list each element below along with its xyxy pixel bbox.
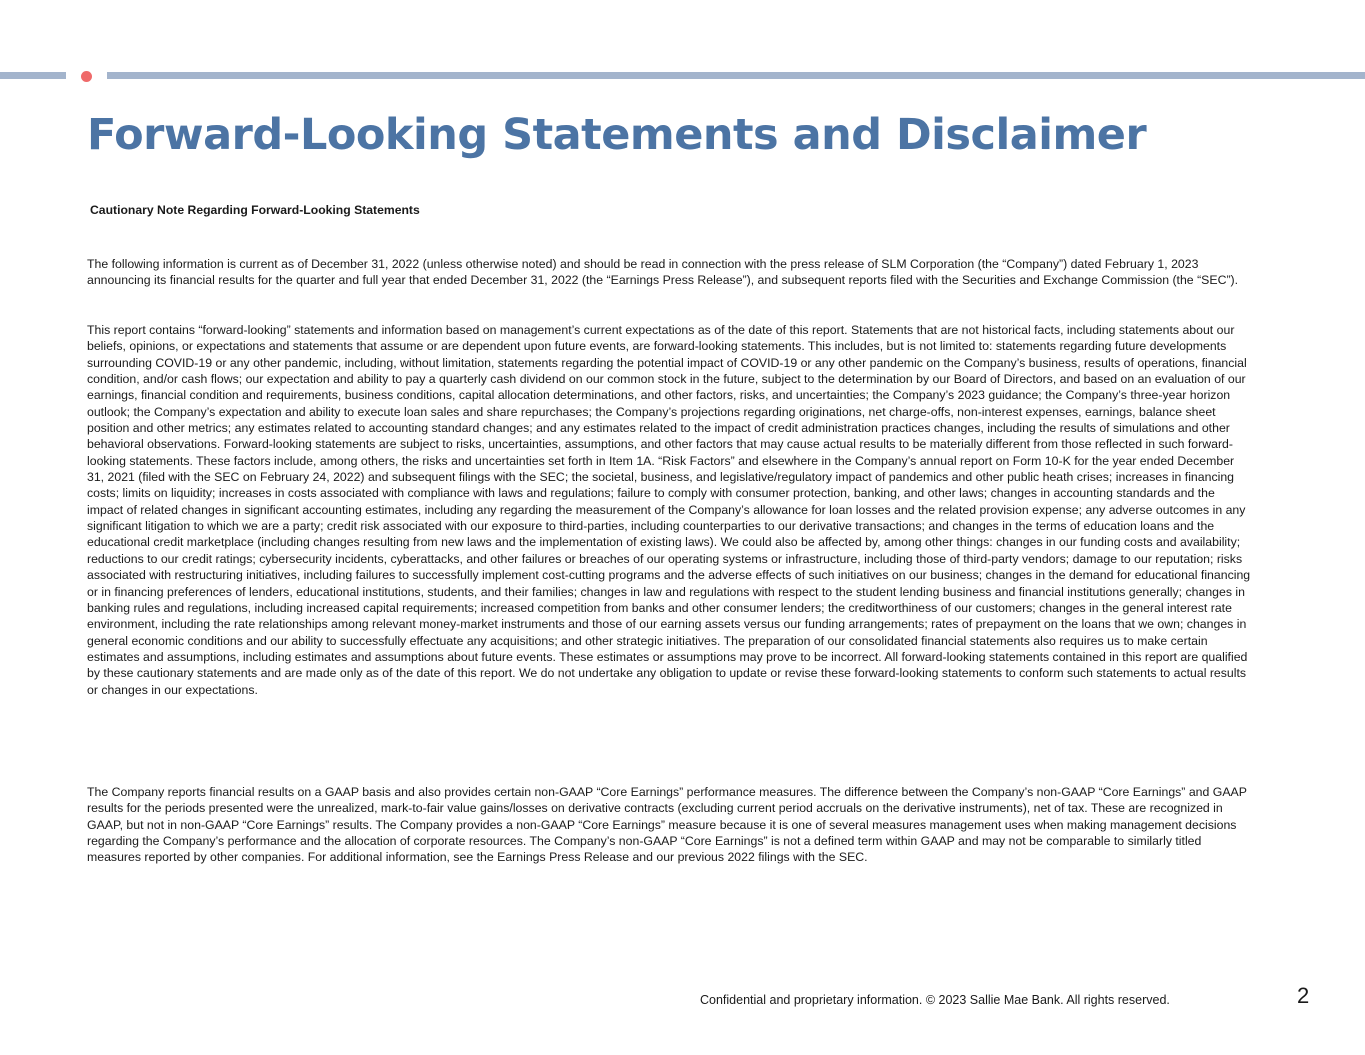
intro-paragraph: The following information is current as of December 31, 2022 (unless otherwise noted) and should be read in connection with the press release of SLM Corporation (the “Company”) dated February 1, 2023 announcing its financial results for the quarter and full year that ended December 31, 2022 (the “Earnings Press Release”), and subsequent reports filed with the Securities and Exchange Commission (the “SEC”). (87, 257, 1239, 288)
section-heading: Cautionary Note Regarding Forward-Looking Statements (90, 203, 420, 217)
header-rule-left (0, 72, 66, 79)
non-gaap-paragraph: The Company reports financial results on a GAAP basis and also provides certain non-GAAP “Core Earnings” performance measures. The difference between the Company’s non-GAAP “Core Earnings” and GAAP results for the periods presented were the unrealized, mark-to-fair value gains/losses on derivative contracts (excluding current period accruals on the derivative instruments), net of tax. These are recognized in GAAP, but not in non-GAAP “Core Earnings” results. The Company provides a non-GAAP “Core Earnings” measure because it is one of several measures management uses when making management decisions regarding the Company’s performance and the allocation of corporate resources. The Company’s non-GAAP “Core Earnings” is not a defined term within GAAP and may not be comparable to similarly titled measures reported by other companies. For additional information, see the Earnings Press Release and our previous 2022 filings with the SEC. (87, 785, 1247, 865)
header-rule-right (107, 72, 1365, 79)
page-title: Forward-Looking Statements and Disclaimer (87, 110, 1147, 160)
page-number: 2 (1297, 983, 1310, 1008)
footer-confidentiality: Confidential and proprietary information. © 2023 Sallie Mae Bank. All rights reserved. (700, 993, 1170, 1007)
forward-looking-paragraph: This report contains “forward-looking” statements and information based on management’s current expectations as of the date of this report. Statements that are not historical facts, including statements about our beliefs, opinions, or expectations and statements that assume or are dependent upon future events, are forward-looking statements. This includes, but is not limited to: statements regarding future developments surrounding COVID-19 or any other pandemic, including, without limitation, statements regarding the potential impact of COVID-19 or any other pandemic on the Company’s business, results of operations, financial condition, and/or cash flows; our expectation and ability to pay a quarterly cash dividend on our common stock in the future, subject to the determination by our Board of Directors, and based on an evaluation of our earnings, financial condition and requirements, business conditions, capital allocation determinations, and other factors, risks, and uncertainties; the Company’s 2023 guidance; the Company’s three-year horizon outlook; the Company’s expectation and ability to execute loan sales and share repurchases; the Company’s projections regarding originations, net charge-offs, non-interest expenses, earnings, balance sheet position and other metrics; any estimates related to accounting standard changes; and any estimates related to the impact of credit administration practices changes, including the results of simulations and other behavioral observations. Forward-looking statements are subject to risks, uncertainties, assumptions, and other factors that may cause actual results to be materially different from those reflected in such forward-looking statements. These factors include, among others, the risks and uncertainties set forth in Item 1A. “Risk Factors” and elsewhere in the Company’s annual report on Form 10-K for the year ended December 31, 2021 (filed with the SEC on February 24, 2022) and subsequent filings with the SEC; the societal, business, and legislative/regulatory impact of pandemics and other public heath crises; increases in financing costs; limits on liquidity; increases in costs associated with compliance with laws and regulations; failure to comply with consumer protection, banking, and other laws; changes in accounting standards and the impact of related changes in significant accounting estimates, including any regarding the measurement of the Company’s allowance for loan losses and the related provision expense; any adverse outcomes in any significant litigation to which we are a party; credit risk associated with our exposure to third-parties, including counterparties to our derivative transactions; and changes in the terms of education loans and the educational credit marketplace (including changes resulting from new laws and the implementation of existing laws). We could also be affected by, among other things: changes in our funding costs and availability; reductions to our credit ratings; cybersecurity incidents, cyberattacks, and other failures or breaches of our operating systems or infrastructure, including those of third-party vendors; damage to our reputation; risks associated with restructuring initiatives, including failures to successfully implement cost-cutting programs and the adverse effects of such initiatives on our business; changes in the demand for educational financing or in financing preferences of lenders, educational institutions, students, and their families; changes in law and regulations with respect to the student lending business and financial institutions generally; changes in banking rules and regulations, including increased capital requirements; increased competition from banks and other consumer lenders; the creditworthiness of our customers; changes in the general interest rate environment, including the rate relationships among relevant money-market instruments and those of our earning assets versus our funding arrangements; rates of prepayment on the loans that we own; changes in general economic conditions and our ability to successfully effectuate any acquisitions; and other strategic initiatives. The preparation of our consolidated financial statements also requires us to make certain estimates and assumptions, including estimates and assumptions about future events. These estimates or assumptions may prove to be incorrect. All forward-looking statements contained in this report are qualified by these cautionary statements and are made only as of the date of this report. We do not undertake any obligation to update or revise these forward-looking statements to conform such statements to actual results or changes in our expectations. (87, 323, 1251, 697)
header-accent-dot (81, 71, 92, 82)
